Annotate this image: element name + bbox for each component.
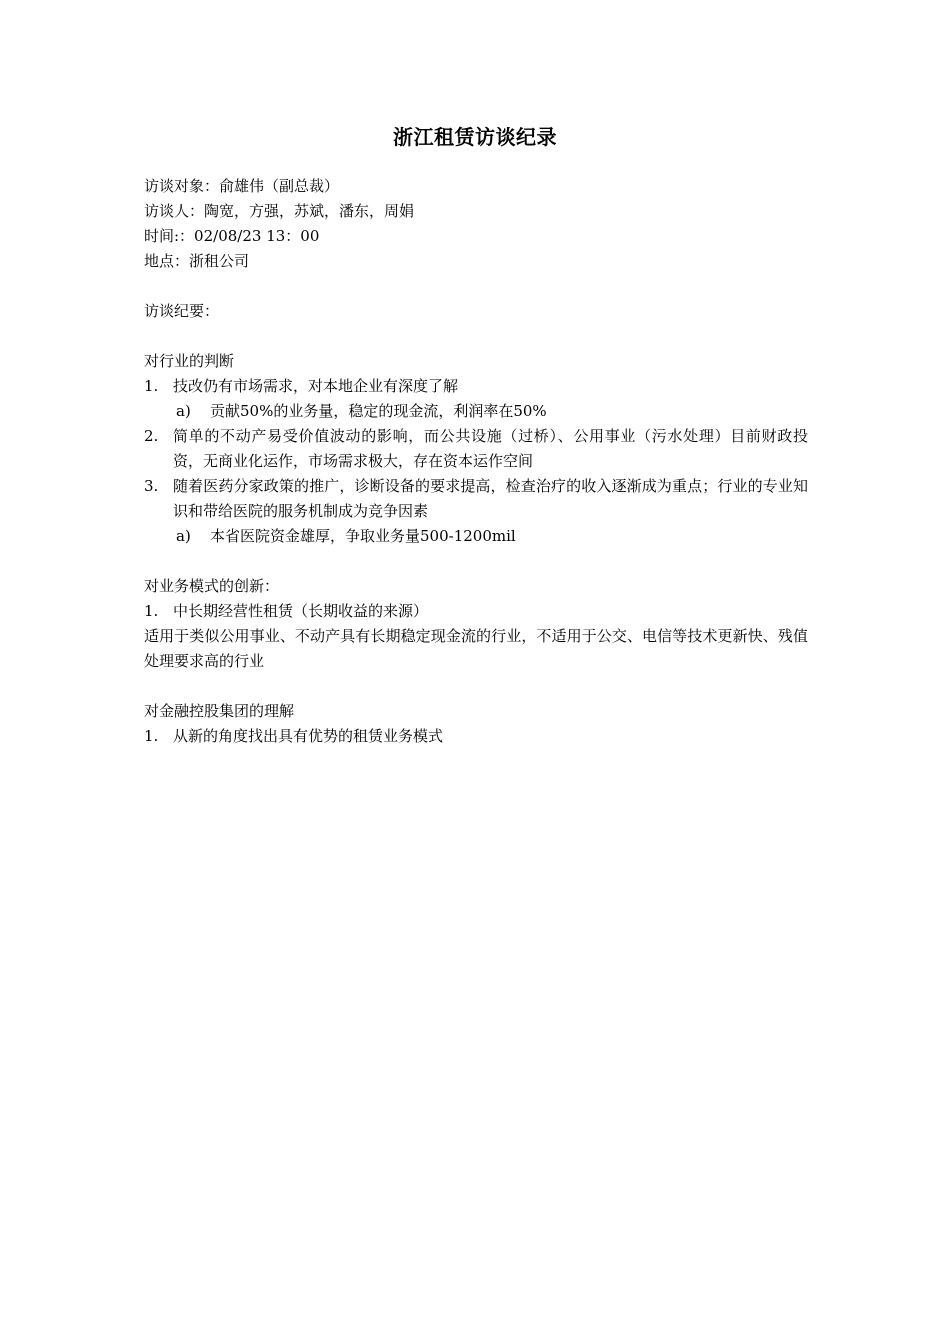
list-text: 技改仍有市场需求，对本地企业有深度了解 <box>173 377 459 395</box>
document-body <box>144 174 808 749</box>
document-title: 浙江租赁访谈纪录 <box>393 125 557 149</box>
spacer <box>144 274 808 299</box>
meta-location: 地点：浙租公司 <box>144 252 250 270</box>
list-item <box>144 474 808 524</box>
list-text: 从新的角度找出具有优势的租赁业务模式 <box>173 727 444 745</box>
list-number: 1. <box>144 602 159 620</box>
sub-list-text: 贡献50%的业务量，稳定的现金流，利润率在50% <box>210 402 547 420</box>
section-heading-financial-holding: 对金融控股集团的理解 <box>144 702 295 720</box>
section-heading-industry: 对行业的判断 <box>144 352 235 370</box>
summary-label: 访谈纪要： <box>144 302 220 320</box>
spacer <box>144 549 808 574</box>
list-item <box>144 599 808 624</box>
meta-interviewers: 访谈人：陶宽，方强，苏斌，潘东，周娟 <box>144 202 415 220</box>
list-number: 1. <box>144 377 159 395</box>
list-number: 1. <box>144 727 159 745</box>
list-number: 2. <box>144 427 159 445</box>
list-item <box>144 424 808 474</box>
list-text: 随着医药分家政策的推广，诊断设备的要求提高，检查治疗的收入逐渐成为重点；行业的专业知识和带给医院的服务机制成为竞争因素 <box>173 477 808 520</box>
sub-list-item <box>144 399 808 424</box>
section-paragraph: 适用于类似公用事业、不动产具有长期稳定现金流的行业，不适用于公交、电信等技术更新快、残值处理要求高的行业 <box>144 627 808 670</box>
section-heading-business-model: 对业务模式的创新： <box>144 577 280 595</box>
spacer <box>144 674 808 699</box>
list-text: 简单的不动产易受价值波动的影响，而公共设施（过桥）、公用事业（污水处理）目前财政投资，无商业化运作，市场需求极大，存在资本运作空间 <box>173 427 808 470</box>
sub-list-text: 本省医院资金雄厚，争取业务量500-1200mil <box>210 527 516 545</box>
meta-time: 时间:：02/08/23 13：00 <box>144 227 320 245</box>
sub-list-letter: a) <box>176 402 191 420</box>
list-text: 中长期经营性租赁（长期收益的来源） <box>173 602 429 620</box>
list-item <box>144 724 808 749</box>
spacer <box>144 324 808 349</box>
meta-subject: 访谈对象：俞雄伟（副总裁） <box>144 177 340 195</box>
list-number: 3. <box>144 477 159 495</box>
sub-list-letter: a) <box>176 527 191 545</box>
sub-list-item <box>144 524 808 549</box>
list-item <box>144 374 808 399</box>
